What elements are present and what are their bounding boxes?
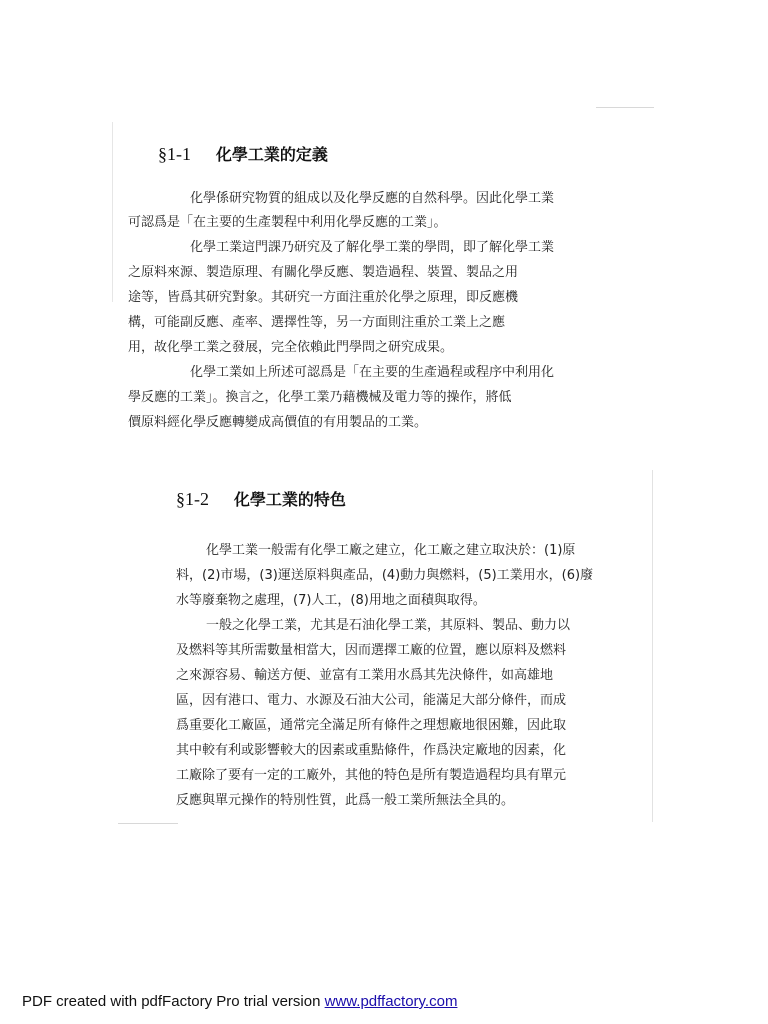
section-2-heading [176, 487, 346, 510]
paragraph-line: 途等，皆爲其研究對象。其研究一方面注重於化學之原理，即反應機 [128, 290, 519, 305]
paragraph-line: 可認爲是「在主要的生產製程中利用化學反應的工業」。 [128, 215, 447, 230]
scan-edge-top [596, 107, 654, 108]
paragraph-line: 區，因有港口、電力、水源及石油大公司，能滿足大部分條件，而成 [176, 693, 567, 708]
section-2-number: §1-2 [176, 489, 209, 509]
paragraph-line: 價原料經化學反應轉變成高價值的有用製品的工業。 [128, 415, 428, 430]
paragraph-line: 用，故化學工業之發展，完全依賴此門學問之研究成果。 [128, 340, 454, 355]
paragraph-line: 化學工業這門課乃研究及了解化學工業的學問，即了解化學工業 [190, 240, 555, 255]
paragraph-line: 之來源容易、輸送方便、並富有工業用水爲其先決條件，如高雄地 [176, 668, 554, 683]
paragraph-line: 化學工業如上所述可認爲是「在主要的生產過程或程序中利用化 [190, 365, 555, 380]
section-2-body [176, 538, 636, 818]
paragraph-line: 一般之化學工業，尤其是石油化學工業，其原料、製品、動力以 [206, 618, 571, 633]
paragraph-line: 反應與單元操作的特別性質，此爲一般工業所無法全具的。 [176, 793, 515, 808]
paragraph-line: 化學工業一般需有化學工廠之建立，化工廠之建立取決於：(1)原 [206, 543, 576, 558]
footer-text: PDF created with pdfFactory Pro trial version [22, 993, 325, 1010]
paragraph-line: 水等廢棄物之處理，(7)人工，(8)用地之面積與取得。 [176, 593, 486, 608]
paragraph-line: 化學係研究物質的組成以及化學反應的自然科學。因此化學工業 [190, 191, 555, 206]
section-1-heading [158, 142, 328, 165]
scan-edge-bottom [118, 823, 178, 824]
section-1-body [128, 186, 598, 446]
paragraph-line: 爲重要化工廠區，通常完全滿足所有條件之理想廠地很困難，因此取 [176, 718, 567, 733]
section-1-number: §1-1 [158, 144, 191, 164]
paragraph-line: 及燃料等其所需數量相當大，因而選擇工廠的位置，應以原料及燃料 [176, 643, 567, 658]
scan-edge-right [652, 470, 653, 822]
paragraph-line: 學反應的工業」。換言之，化學工業乃藉機械及電力等的操作，將低 [128, 390, 512, 405]
paragraph-line: 料，(2)市場，(3)運送原料與產品，(4)動力與燃料，(5)工業用水，(6)廢 [176, 568, 594, 583]
section-1-title: 化學工業的定義 [215, 145, 328, 164]
paragraph-line: 構，可能副反應、產率、選擇性等，另一方面則注重於工業上之應 [128, 315, 506, 330]
pdf-footer [22, 993, 457, 1010]
scan-edge-left [112, 122, 113, 302]
footer-link[interactable]: www.pdffactory.com [324, 993, 458, 1010]
paragraph-line: 其中較有利或影響較大的因素或重點條件，作爲決定廠地的因素，化 [176, 743, 567, 758]
paragraph-line: 工廠除了要有一定的工廠外，其他的特色是所有製造過程均具有單元 [176, 768, 567, 783]
paragraph-line: 之原料來源、製造原理、有關化學反應、製造過程、裝置、製品之用 [128, 265, 519, 280]
section-2-title: 化學工業的特色 [233, 490, 346, 509]
